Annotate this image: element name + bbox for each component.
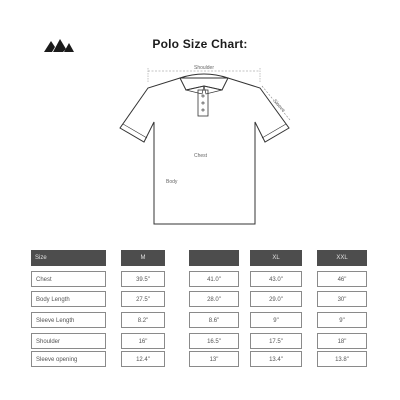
table-cell: 16.5" [189,333,239,349]
table-cell: 8.6" [189,312,239,328]
polo-shirt-diagram [110,56,300,231]
shoulder-label: Shoulder [193,65,215,71]
table-cell: 9" [250,312,302,328]
table-cell: 9" [317,312,367,328]
row-label: Shoulder [31,333,106,349]
row-label: Body Length [31,291,106,307]
table-cell: 13.8" [317,351,367,367]
shirt-outline [120,78,289,224]
row-label: Chest [31,271,106,287]
table-cell: 27.5" [121,291,165,307]
table-cell: 41.0" [189,271,239,287]
chest-label: Chest [194,153,208,159]
table-cell: 46" [317,271,367,287]
row-label: Sleeve Length [31,312,106,328]
body-label: Body [166,179,178,185]
table-header-cell: Size [31,250,106,266]
page-title: Polo Size Chart: [152,37,248,51]
collar [180,74,228,90]
table-header-cell: XXL [317,250,367,266]
table-cell: 28.0" [189,291,239,307]
sleeve-label: Sleeve [271,98,287,114]
table-header-cell: M [121,250,165,266]
table-cell: 16" [121,333,165,349]
table-cell: 18" [317,333,367,349]
table-cell: 39.5" [121,271,165,287]
table-cell: 17.5" [250,333,302,349]
table-cell: 12.4" [121,351,165,367]
row-label: Sleeve opening [31,351,106,367]
table-header-cell [189,250,239,266]
table-cell: 43.0" [250,271,302,287]
table-cell: 13.4" [250,351,302,367]
table-cell: 29.0" [250,291,302,307]
table-cell: 13" [189,351,239,367]
table-header-cell: XL [250,250,302,266]
table-cell: 8.2" [121,312,165,328]
table-cell: 30" [317,291,367,307]
